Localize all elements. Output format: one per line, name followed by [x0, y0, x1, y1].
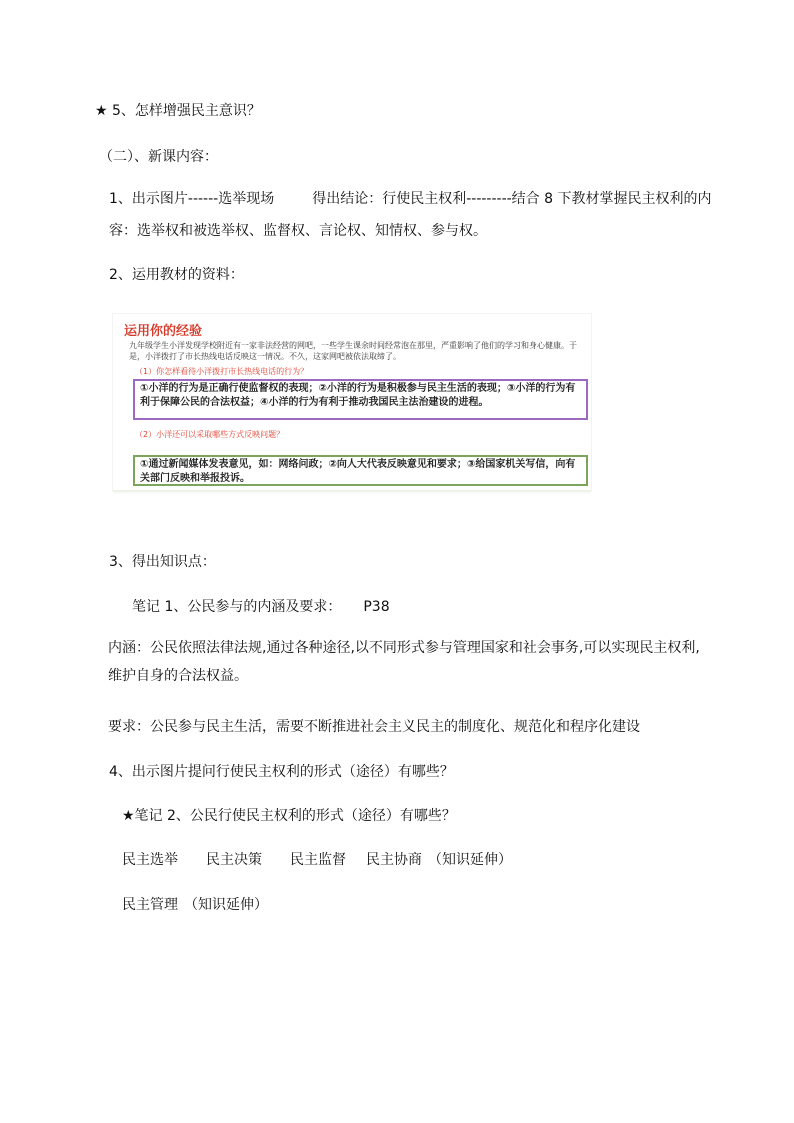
figure-title: 运用你的经验: [124, 324, 203, 339]
forms-row-1: [122, 850, 512, 870]
figure-answer-2: ①通过新闻媒体发表意见，如：网络问政；②向人大代表反映意见和要求；③给国家机关写信，向有关部门反映和举报投诉。: [133, 455, 588, 486]
item-4: 4、出示图片提问行使民主权利的形式（途径）有哪些？: [109, 764, 454, 780]
form-democratic-decision: 民主决策: [206, 852, 262, 868]
exercise-figure: [113, 314, 591, 490]
figure-bottom-edge: [113, 490, 591, 494]
note-1: [132, 597, 390, 617]
section-title-new-content: （二）、新课内容：: [99, 149, 218, 165]
connotation-paragraph: 内涵：公民依照法律法规,通过各种途径,以不同形式参与管理国家和社会事务,可以实现民主权利,维护自身的合法权益。: [108, 640, 700, 684]
note-1-page-ref: P38: [363, 599, 390, 615]
figure-question-1: （1）你怎样看待小洋拨打市长热线电话的行为？: [135, 367, 309, 376]
item-1-part-a: 1、出示图片------选举现场: [109, 191, 275, 207]
form-democratic-supervision: 民主监督: [290, 852, 346, 868]
requirement-paragraph: 要求：公民参与民主生活，需要不断推进社会主义民主的制度化、规范化和程序化建设: [108, 719, 640, 735]
form-extension-note-2: （知识延伸）: [184, 897, 268, 913]
heading-item-5: ★ 5、怎样增强民主意识？: [95, 103, 261, 119]
item-1-line: [109, 189, 712, 209]
note-1-label: 笔记 1、公民参与的内涵及要求：: [132, 599, 342, 615]
form-democratic-election: 民主选举: [122, 852, 178, 868]
figure-question-2: （2）小洋还可以采取哪些方式反映问题？: [135, 430, 285, 439]
item-1-part-b: 得出结论：行使民主权利---------结合 8 下教材掌握民主权利的内: [312, 191, 712, 207]
forms-row-2: [122, 895, 268, 915]
figure-answer-1: ①小洋的行为是正确行使监督权的表现；②小洋的行为是积极参与民主生活的表现；③小洋的行为有利于保障公民的合法权益；④小洋的行为有利于推动我国民主法治建设的进程。: [133, 379, 588, 420]
item-2: 2、运用教材的资料：: [109, 267, 244, 283]
form-democratic-management: 民主管理: [122, 897, 178, 913]
form-extension-note: （知识延伸）: [428, 852, 512, 868]
form-democratic-consultation: 民主协商: [366, 852, 422, 868]
item-3: 3、得出知识点：: [109, 554, 216, 570]
figure-intro: 九年级学生小洋发现学校附近有一家非法经营的网吧，一些学生课余时间经常泡在那里，严重影响了他们的学习和身心健康。于是，小洋拨打了市长热线电话反映这一情况。不久，这家网吧被依法取缔了。: [129, 341, 577, 361]
note-2: ★笔记 2、公民行使民主权利的形式（途径）有哪些？: [122, 808, 456, 824]
item-1-continuation: 容：选举权和被选举权、监督权、言论权、知情权、参与权。: [109, 223, 487, 239]
